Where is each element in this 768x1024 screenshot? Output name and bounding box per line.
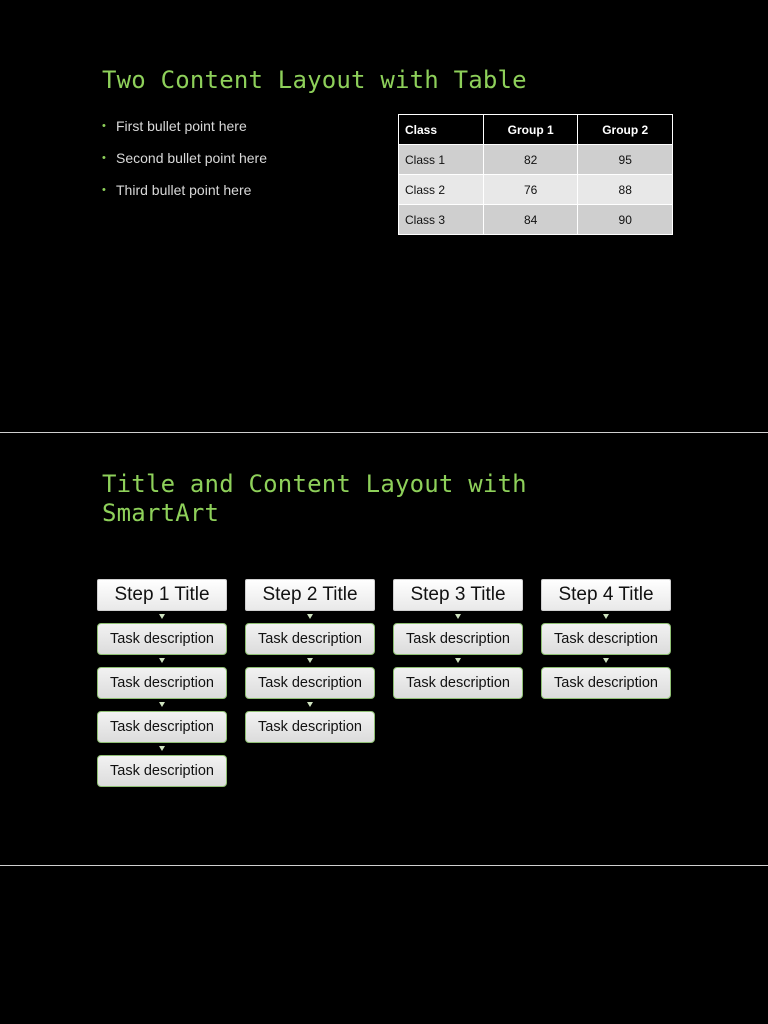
- task-box: Task description: [245, 711, 375, 743]
- table-cell: 88: [578, 175, 673, 205]
- task-box: Task description: [97, 755, 227, 787]
- bullet-text: First bullet point here: [116, 118, 247, 134]
- table-header-row: [399, 115, 673, 145]
- task-box: Task description: [541, 667, 671, 699]
- arrow-down-icon: [159, 658, 165, 663]
- connector: [541, 655, 671, 667]
- connector: [97, 699, 227, 711]
- task-box: Task description: [97, 711, 227, 743]
- slide-1-title: Two Content Layout with Table: [102, 66, 527, 94]
- step-column: [541, 579, 671, 699]
- task-box: Task description: [393, 667, 523, 699]
- connector: [541, 611, 671, 623]
- bullet-item: [102, 148, 267, 180]
- bullet-text: Second bullet point here: [116, 150, 267, 166]
- bullet-text: Third bullet point here: [116, 182, 252, 198]
- table-row: [399, 175, 673, 205]
- bullet-icon: •: [102, 152, 106, 164]
- arrow-down-icon: [603, 658, 609, 663]
- data-table: [398, 114, 673, 235]
- table-header-cell: Group 2: [578, 115, 673, 145]
- arrow-down-icon: [603, 614, 609, 619]
- task-box: Task description: [245, 623, 375, 655]
- slide-divider: [0, 865, 768, 866]
- connector: [97, 611, 227, 623]
- task-box: Task description: [393, 623, 523, 655]
- table-cell: 76: [483, 175, 578, 205]
- table-header-cell: Group 1: [483, 115, 578, 145]
- step-title: Step 3 Title: [393, 579, 523, 611]
- bullet-icon: •: [102, 184, 106, 196]
- arrow-down-icon: [455, 658, 461, 663]
- table-cell: Class 1: [399, 145, 484, 175]
- task-box: Task description: [97, 667, 227, 699]
- connector: [97, 655, 227, 667]
- connector: [245, 611, 375, 623]
- arrow-down-icon: [307, 614, 313, 619]
- table-row: [399, 205, 673, 235]
- connector: [97, 743, 227, 755]
- arrow-down-icon: [307, 702, 313, 707]
- table-cell: 84: [483, 205, 578, 235]
- bullet-list: [102, 116, 267, 212]
- arrow-down-icon: [455, 614, 461, 619]
- step-column: [97, 579, 227, 787]
- step-column: [393, 579, 523, 699]
- step-title: Step 2 Title: [245, 579, 375, 611]
- task-box: Task description: [541, 623, 671, 655]
- table-cell: 82: [483, 145, 578, 175]
- table-cell: 95: [578, 145, 673, 175]
- task-box: Task description: [245, 667, 375, 699]
- table-cell: Class 3: [399, 205, 484, 235]
- slide-divider: [0, 432, 768, 433]
- arrow-down-icon: [307, 658, 313, 663]
- table-cell: Class 2: [399, 175, 484, 205]
- arrow-down-icon: [159, 614, 165, 619]
- arrow-down-icon: [159, 702, 165, 707]
- slide-2: [0, 434, 768, 865]
- table-row: [399, 145, 673, 175]
- connector: [393, 611, 523, 623]
- table-cell: 90: [578, 205, 673, 235]
- slide-1: [0, 0, 768, 432]
- step-title: Step 4 Title: [541, 579, 671, 611]
- step-column: [245, 579, 375, 743]
- table-header-cell: Class: [399, 115, 484, 145]
- connector: [245, 655, 375, 667]
- arrow-down-icon: [159, 746, 165, 751]
- task-box: Task description: [97, 623, 227, 655]
- connector: [393, 655, 523, 667]
- bullet-icon: •: [102, 120, 106, 132]
- bullet-item: [102, 116, 267, 148]
- step-title: Step 1 Title: [97, 579, 227, 611]
- connector: [245, 699, 375, 711]
- bullet-item: [102, 180, 267, 212]
- slide-2-title: Title and Content Layout with SmartArt: [102, 470, 527, 527]
